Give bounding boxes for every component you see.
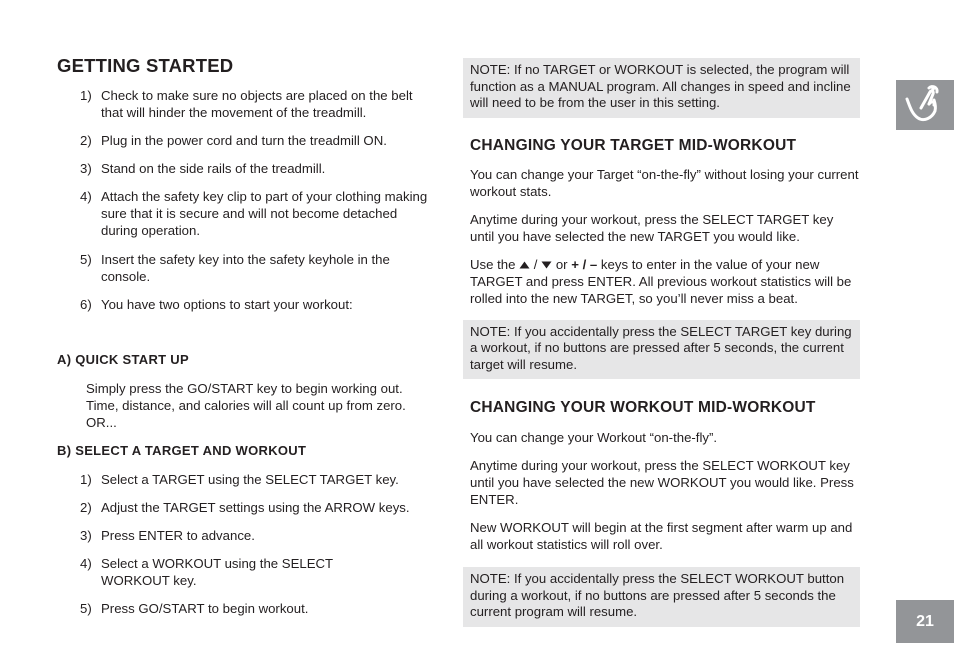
change-target-instructions: Anytime during your workout, press the SELECT TARGET key until you have selected the new TARGET you would like.: [470, 211, 834, 244]
arrow-up-icon: [519, 261, 530, 269]
list-item: 2) Plug in the power cord and turn the treadmill ON.: [80, 133, 387, 148]
select-target-heading: B) SELECT A TARGET AND WORKOUT: [57, 443, 307, 458]
hand-pointer-icon: [896, 80, 954, 130]
change-workout-intro: You can change your Workout “on-the-fly”.: [470, 430, 718, 445]
list-item: 4) Select a WORKOUT using the SELECT WORKOUT key.: [80, 556, 333, 588]
arrow-down-icon: [541, 261, 552, 269]
list-item: 3) Press ENTER to advance.: [80, 528, 255, 543]
change-target-heading: CHANGING YOUR TARGET MID-WORKOUT: [470, 136, 797, 154]
getting-started-steps: [57, 87, 432, 313]
change-workout-rollover: New WORKOUT will begin at the first segment after warm up and all workout statistics will roll over.: [470, 520, 853, 552]
list-item: 6) You have two options to start your workout:: [80, 297, 353, 312]
list-item: 2) Adjust the TARGET settings using the ARROW keys.: [80, 500, 410, 515]
change-target-keys: Use the / or + / – keys to enter in the value of your new TARGET and press ENTER. All previous workout statistics will be rolled into the new TARGET, so you’ll never miss a beat.: [470, 256, 852, 306]
note-box-manual: NOTE: If no TARGET or WORKOUT is selected, the program will function as a MANUAL program. All changes in speed and incline will need to be from the user in this setting.: [463, 58, 860, 118]
change-target-intro: You can change your Target “on-the-fly” without losing your current workout stats.: [470, 166, 859, 199]
note-box-target: NOTE: If you accidentally press the SELECT TARGET key during a workout, if no buttons are pressed after 5 seconds, the current target will resume.: [463, 320, 860, 380]
list-item: 3) Stand on the side rails of the treadmill.: [80, 161, 326, 176]
page-number: 21: [896, 600, 954, 643]
list-item: 5) Insert the safety key into the safety keyhole in the console.: [80, 252, 390, 284]
section-tab: [896, 80, 954, 130]
right-column: [463, 58, 860, 627]
quick-start-heading: A) QUICK START UP: [57, 352, 189, 367]
quick-start-text: Simply press the GO/START key to begin working out. Time, distance, and calories will all count up from zero. OR...: [86, 381, 406, 430]
left-column: [57, 55, 432, 617]
change-workout-heading: CHANGING YOUR WORKOUT MID-WORKOUT: [470, 399, 816, 416]
getting-started-heading: GETTING STARTED: [57, 55, 234, 76]
list-item: 4) Attach the safety key clip to part of your clothing making sure that it is secure and will not become detached during operation.: [80, 189, 428, 238]
note-box-workout: NOTE: If you accidentally press the SELECT WORKOUT button during a workout, if no buttons are pressed after 5 seconds the current program will resume.: [463, 567, 860, 627]
list-item: 1) Check to make sure no objects are placed on the belt that will hinder the movement of the treadmill.: [80, 88, 413, 120]
list-item: 5) Press GO/START to begin workout.: [80, 601, 309, 616]
list-item: 1) Select a TARGET using the SELECT TARGET key.: [80, 472, 399, 487]
change-workout-instructions: Anytime during your workout, press the SELECT WORKOUT key until you have selected the new WORKOUT you would like. Press ENTER.: [470, 458, 854, 507]
select-target-steps: [57, 471, 432, 617]
